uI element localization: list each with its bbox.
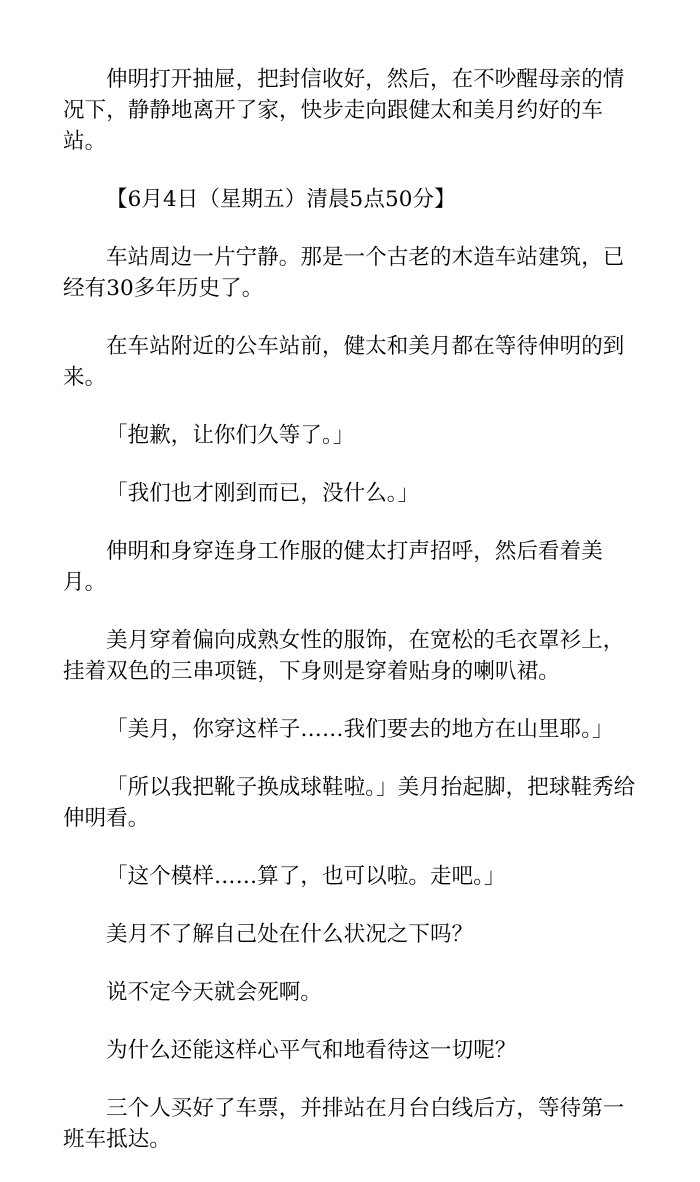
- dialogue-line: 「我们也才刚到而已，没什么。」: [106, 481, 420, 506]
- paragraph: 为什么还能这样心平气和地看待这一切呢？: [106, 1038, 517, 1063]
- paragraph: 三个人买好了车票，并排站在月台白线后方，等待第一班车抵达。: [63, 1096, 625, 1152]
- dialogue-line: 「所以我把靴子换成球鞋啦。」美月抬起脚，把球鞋秀给伸明看。: [63, 775, 636, 831]
- paragraph: 在车站附近的公车站前，健太和美月都在等待伸明的到来。: [63, 334, 625, 390]
- paragraph: 车站周边一片宁静。那是一个古老的木造车站建筑，已经有30多年历史了。: [63, 245, 625, 301]
- paragraph: 伸明和身穿连身工作服的健太打声招呼，然后看着美月。: [63, 539, 603, 595]
- document-page: [63, 64, 639, 1182]
- paragraph: 伸明打开抽屉，把封信收好，然后，在不吵醒母亲的情况下，静静地离开了家，快步走向跟健太和美月约好的车站。: [63, 67, 625, 154]
- dialogue-line: 「抱歉，让你们久等了。」: [106, 423, 355, 448]
- dialogue-line: 「这个模样……算了，也可以啦。走吧。」: [106, 864, 506, 889]
- section-heading: 【6月4日（星期五）清晨5点50分】: [106, 187, 456, 212]
- dialogue-line: 「美月，你穿这样子……我们要去的地方在山里耶。」: [106, 717, 614, 742]
- paragraph: 说不定今天就会死啊。: [106, 980, 323, 1005]
- paragraph: 美月穿着偏向成熟女性的服饰，在宽松的毛衣罩衫上，挂着双色的三串项链，下身则是穿着贴身的喇叭裙。: [63, 628, 625, 684]
- paragraph: 美月不了解自己处在什么状况之下吗？: [106, 922, 474, 947]
